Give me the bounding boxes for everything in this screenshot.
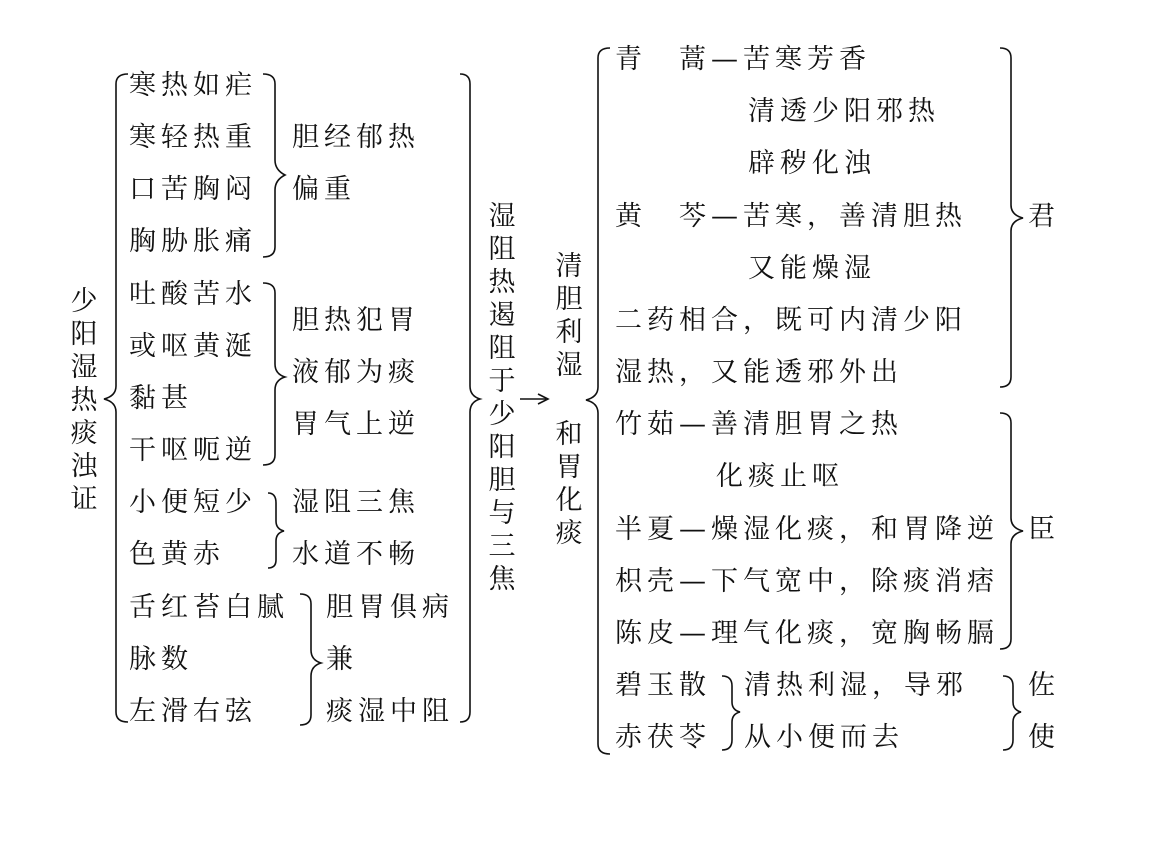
zuoshi-effect: 从小便而去 xyxy=(744,722,904,753)
method-part2: 和胃化痰 xyxy=(555,419,583,549)
jun-line: 辟秽化浊 xyxy=(748,148,876,179)
jun-line: 清透少阳邪热 xyxy=(748,96,940,127)
symptom-item: 或呕黄涎 xyxy=(129,331,257,362)
zuoshi-effect: 清热利湿，导邪 xyxy=(744,670,968,701)
root-brace xyxy=(104,74,128,722)
symptom-item: 吐酸苦水 xyxy=(129,279,257,310)
symptom-item: 左滑右弦 xyxy=(129,696,257,727)
symptom-item: 舌红苔白腻 xyxy=(129,592,289,623)
method-part1: 清胆利湿 xyxy=(555,251,583,381)
pathogenesis: 湿阻热遏阻于少阳胆与三焦 xyxy=(488,201,516,595)
jun-line: 二药相合，既可内清少阳 xyxy=(615,305,967,336)
group-summary: 兼 xyxy=(326,644,358,675)
root-title: 少阳湿热痰浊证 xyxy=(70,286,98,515)
symptom-item: 胸胁胀痛 xyxy=(129,226,257,257)
chen-brace xyxy=(1000,413,1023,649)
group-summary: 胆经郁热 xyxy=(292,122,420,153)
group2-brace xyxy=(263,283,285,465)
chen-label: 臣 xyxy=(1028,514,1060,545)
group-summary: 湿阻三焦 xyxy=(292,487,420,518)
group-summary: 胆胃俱病 xyxy=(326,592,454,623)
group-summary: 液郁为痰 xyxy=(292,357,420,388)
symptom-item: 口苦胸闷 xyxy=(129,174,257,205)
zuoshi-herb: 赤茯苓 xyxy=(615,722,711,753)
zuoshi-brace xyxy=(1003,676,1021,750)
zuoshi-herb: 碧玉散 xyxy=(615,670,711,701)
herb-brace xyxy=(722,676,740,750)
jun-line: 青 蒿—苦寒芳香 xyxy=(615,44,871,75)
symptom-item: 寒轻热重 xyxy=(129,122,257,153)
group-summary: 胃气上逆 xyxy=(292,409,420,440)
chen-line: 枳壳—下气宽中，除痰消痞 xyxy=(615,566,999,597)
group-summary: 水道不畅 xyxy=(292,539,420,570)
jun-line: 湿热，又能透邪外出 xyxy=(615,357,903,388)
group1-brace xyxy=(263,74,285,257)
jun-line: 黄 芩—苦寒，善清胆热 xyxy=(615,201,967,232)
symptom-item: 色黄赤 xyxy=(129,539,225,570)
chen-line: 陈皮—理气化痰，宽胸畅膈 xyxy=(615,618,999,649)
symptom-item: 寒热如疟 xyxy=(129,70,257,101)
chen-line: 半夏—燥湿化痰，和胃降逆 xyxy=(615,514,999,545)
group-summary: 胆热犯胃 xyxy=(292,305,420,336)
shi-label: 使 xyxy=(1028,722,1060,753)
jun-label: 君 xyxy=(1028,201,1060,232)
group4-brace xyxy=(300,594,321,725)
jun-brace xyxy=(1000,48,1023,387)
symptom-item: 脉数 xyxy=(129,644,193,675)
jun-line: 又能燥湿 xyxy=(748,253,876,284)
chen-line: 化痰止呕 xyxy=(716,461,844,492)
method-brace xyxy=(586,48,610,754)
symptom-item: 干呕呃逆 xyxy=(129,435,257,466)
group-summary: 痰湿中阻 xyxy=(326,696,454,727)
pathogenesis-brace xyxy=(460,74,480,722)
chen-line: 竹茹—善清胆胃之热 xyxy=(615,409,903,440)
symptom-item: 黏甚 xyxy=(129,383,193,414)
group-summary: 偏重 xyxy=(292,174,356,205)
symptom-item: 小便短少 xyxy=(129,487,257,518)
group3-brace xyxy=(268,493,284,568)
zuo-label: 佐 xyxy=(1028,670,1060,701)
